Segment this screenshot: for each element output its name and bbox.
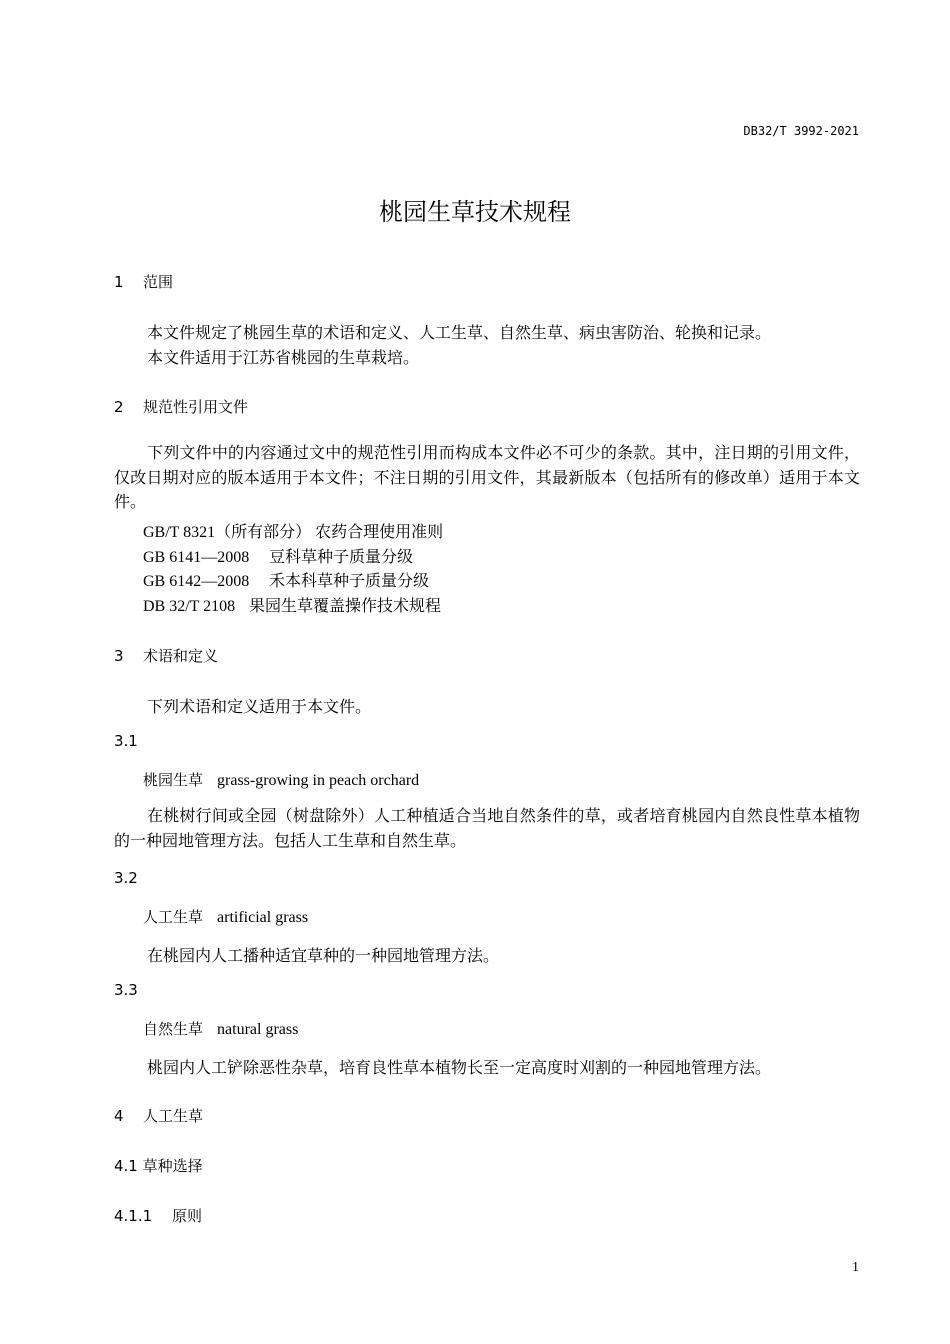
section-number: 3 (114, 647, 124, 665)
term-heading (143, 1018, 298, 1039)
page-number: 1 (852, 1260, 859, 1275)
section-heading-terms (114, 645, 218, 666)
paragraph: 下列文件中的内容通过文中的规范性引用而构成本文件必不可少的条款。其中，注日期的引用文件，仅改日期对应的版本适用于本文件；不注日期的引用文件，其最新版本（包括所有的修改单）适用于本文件。 (114, 445, 860, 511)
term-chinese: 自然生草 (143, 1020, 204, 1038)
section-title: 范围 (143, 273, 174, 291)
section-heading-scope (114, 271, 173, 292)
term-english: grass-growing in peach orchard (217, 772, 420, 789)
section-title: 人工生草 (143, 1107, 204, 1125)
term-chinese: 桃园生草 (143, 771, 204, 789)
reference-code: GB/T 8321（所有部分） (143, 524, 312, 541)
term-definition: 在桃园内人工播种适宜草种的一种园地管理方法。 (147, 948, 500, 965)
subsection-title: 原则 (172, 1207, 203, 1225)
section-heading-artificial-grass (114, 1105, 203, 1126)
document-title: 桃园生草技术规程 (379, 198, 571, 226)
subsection-title: 草种选择 (142, 1157, 203, 1175)
reference-code: DB 32/T 2108 (143, 598, 236, 615)
reference-item (143, 593, 441, 616)
reference-code: GB 6141—2008 (143, 549, 250, 566)
reference-title: 禾本科草种子质量分级 (269, 573, 430, 590)
reference-title: 农药合理使用准则 (315, 524, 444, 541)
reference-title: 豆科草种子质量分级 (269, 549, 414, 566)
paragraph: 本文件规定了桃园生草的术语和定义、人工生草、自然生草、病虫害防治、轮换和记录。 (147, 325, 772, 342)
subsection-number: 4.1.1 (114, 1207, 153, 1225)
section-number: 2 (114, 398, 124, 416)
subsection-heading (114, 1205, 202, 1226)
document-code: DB32/T 3992-2021 (743, 124, 859, 138)
term-definition: 在桃树行间或全园（树盘除外）人工种植适合当地自然条件的草，或者培育桃园内自然良性草本植物的一种园地管理方法。包括人工生草和自然生草。 (114, 808, 860, 850)
section-title: 术语和定义 (143, 647, 219, 665)
term-number: 3.3 (114, 981, 138, 999)
subsection-number: 4.1 (114, 1157, 138, 1175)
term-definition: 桃园内人工铲除恶性杂草，培育良性草本植物长至一定高度时刈割的一种园地管理方法。 (147, 1060, 772, 1077)
term-number: 3.2 (114, 869, 138, 887)
term-number: 3.1 (114, 732, 138, 750)
reference-item (143, 519, 443, 542)
section-heading-normative-references (114, 396, 248, 417)
subsection-heading (114, 1155, 203, 1176)
term-english: artificial grass (217, 909, 309, 926)
term-heading (143, 906, 308, 927)
term-english: natural grass (217, 1021, 299, 1038)
paragraph: 下列术语和定义适用于本文件。 (147, 699, 372, 716)
paragraph: 本文件适用于江苏省桃园的生草栽培。 (147, 350, 420, 367)
reference-title: 果园生草覆盖操作技术规程 (249, 598, 442, 615)
section-number: 1 (114, 273, 124, 291)
reference-item (143, 544, 413, 567)
section-title: 规范性引用文件 (143, 398, 249, 416)
term-heading (143, 769, 419, 790)
reference-code: GB 6142—2008 (143, 573, 250, 590)
term-chinese: 人工生草 (143, 908, 204, 926)
reference-item (143, 568, 429, 591)
section-number: 4 (114, 1107, 124, 1125)
